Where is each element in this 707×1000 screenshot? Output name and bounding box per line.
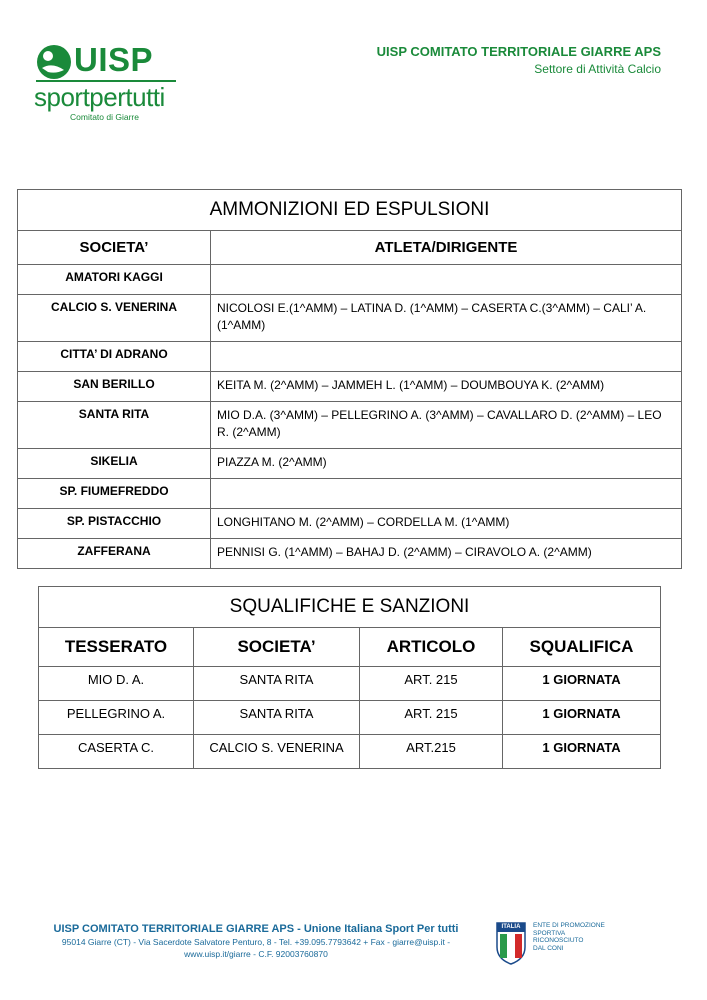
players-cell: LONGHITANO M. (2^AMM) – CORDELLA M. (1^AMM) [211, 509, 682, 539]
article-cell: ART.215 [360, 735, 503, 769]
col-club: SOCIETA’ [18, 231, 211, 265]
table-row [18, 342, 682, 372]
table-row [39, 701, 661, 735]
table-row [18, 509, 682, 539]
footer-address: 95014 Giarre (CT) - Via Sacerdote Salvatore Penturo, 8 - Tel. +39.095.7793642 + Fax - giarre@uisp.it - www.uisp.it/giarre - C.F. 92003760870 [61, 937, 451, 959]
table-row [18, 295, 682, 342]
players-cell [211, 342, 682, 372]
uisp-logo [30, 40, 180, 125]
coni-line: ENTE DI PROMOZIONE [533, 922, 605, 929]
coni-text [533, 922, 605, 952]
member-cell: PELLEGRINO A. [39, 701, 194, 735]
suspensions-title: SQUALIFICHE E SANZIONI [39, 587, 661, 628]
member-cell: CASERTA C. [39, 735, 194, 769]
warnings-title: AMMONIZIONI ED ESPULSIONI [18, 190, 682, 231]
article-cell: ART. 215 [360, 667, 503, 701]
coni-line: DAL CONI [533, 944, 564, 952]
member-cell: MIO D. A. [39, 667, 194, 701]
suspensions-table [38, 586, 661, 769]
coni-badge [495, 921, 615, 971]
logo-tagline: sportpertutti [34, 82, 165, 112]
players-cell [211, 265, 682, 295]
penalty-cell: 1 GIORNATA [503, 735, 661, 769]
sector-name: Settore di Attività Calcio [534, 62, 661, 76]
table-row [18, 372, 682, 402]
table-row [18, 539, 682, 569]
logo-sub: Comitato di Giarre [70, 112, 139, 122]
club-cell: ZAFFERANA [18, 539, 211, 569]
header-org [377, 44, 661, 77]
col-players: ATLETA/DIRIGENTE [211, 231, 682, 265]
table-row [18, 479, 682, 509]
club-cell: AMATORI KAGGI [18, 265, 211, 295]
club-cell: SP. PISTACCHIO [18, 509, 211, 539]
table-row [18, 265, 682, 295]
footer [36, 922, 476, 960]
col-article: ARTICOLO [360, 628, 503, 667]
players-cell: KEITA M. (2^AMM) – JAMMEH L. (1^AMM) – DOUMBOUYA K. (2^AMM) [211, 372, 682, 402]
coni-line: RICONOSCIUTO [533, 937, 584, 944]
club-cell: CALCIO S. VENERINA [194, 735, 360, 769]
logo-main: UISP [74, 41, 154, 78]
col-member: TESSERATO [39, 628, 194, 667]
article-cell: ART. 215 [360, 701, 503, 735]
club-cell: CALCIO S. VENERINA [18, 295, 211, 342]
club-cell: SAN BERILLO [18, 372, 211, 402]
club-cell: CITTA’ DI ADRANO [18, 342, 211, 372]
players-cell: PIAZZA M. (2^AMM) [211, 449, 682, 479]
players-cell: NICOLOSI E.(1^AMM) – LATINA D. (1^AMM) – CASERTA C.(3^AMM) – CALI’ A.(1^AMM) [211, 295, 682, 342]
org-name: UISP COMITATO TERRITORIALE GIARRE APS [376, 44, 661, 59]
club-cell: SANTA RITA [194, 667, 360, 701]
table-row [18, 402, 682, 449]
players-cell: PENNISI G. (1^AMM) – BAHAJ D. (2^AMM) – CIRAVOLO A. (2^AMM) [211, 539, 682, 569]
club-cell: SANTA RITA [18, 402, 211, 449]
footer-org: UISP COMITATO TERRITORIALE GIARRE APS - Unione Italiana Sport Per tutti [53, 923, 459, 935]
club-cell: SIKELIA [18, 449, 211, 479]
table-row [18, 449, 682, 479]
penalty-cell: 1 GIORNATA [503, 701, 661, 735]
table-row [39, 667, 661, 701]
players-cell: MIO D.A. (3^AMM) – PELLEGRINO A. (3^AMM) – CAVALLARO D. (2^AMM) – LEO R. (2^AMM) [211, 402, 682, 449]
coni-line: SPORTIVA [533, 929, 566, 937]
shield-label: ITALIA [501, 924, 521, 930]
players-cell [211, 479, 682, 509]
warnings-table [17, 189, 682, 569]
club-cell: SP. FIUMEFREDDO [18, 479, 211, 509]
uisp-player-icon [34, 42, 74, 82]
col-club: SOCIETA’ [194, 628, 360, 667]
table-row [39, 735, 661, 769]
club-cell: SANTA RITA [194, 701, 360, 735]
col-penalty: SQUALIFICA [503, 628, 661, 667]
penalty-cell: 1 GIORNATA [503, 667, 661, 701]
